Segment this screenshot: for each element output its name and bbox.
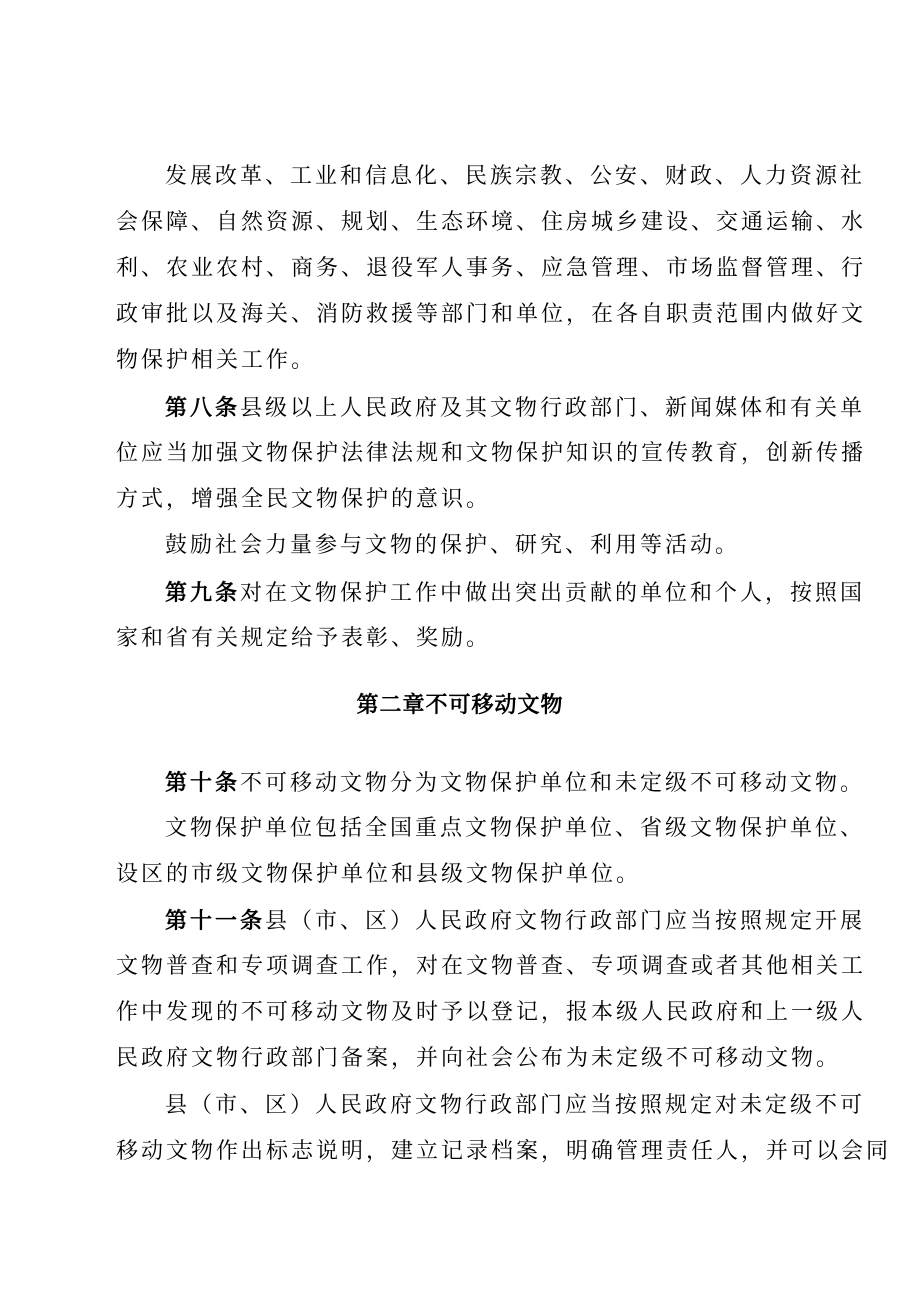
text-span: 文物保护单位包括全国重点文物保护单位、省级文物保护单位、 <box>165 816 866 841</box>
text-line <box>116 208 867 238</box>
text-line <box>116 300 867 330</box>
text-span: 方式，增强全民文物保护的意识。 <box>116 487 492 512</box>
text-line <box>116 485 812 515</box>
article-label: 第九条 <box>165 580 241 606</box>
text-span: 鼓励社会力量参与文物的保护、研究、利用等活动。 <box>165 533 741 558</box>
text-span: 对在文物保护工作中做出突出贡献的单位和个人，按照国 <box>240 581 866 606</box>
text-line <box>116 1137 892 1167</box>
article-9-line <box>165 578 866 609</box>
text-span: 物保护相关工作。 <box>116 348 317 373</box>
text-line <box>116 346 812 376</box>
text-span: 县（市、区）人民政府文物行政部门应当按照规定对未定级不可 <box>165 1093 866 1118</box>
text-span: 政审批以及海关、消防救援等部门和单位，在各自职责范围内做好文 <box>116 302 867 327</box>
text-line <box>116 1044 842 1074</box>
article-label: 第十一条 <box>165 908 266 934</box>
text-span: 发展改革、工业和信息化、民族宗教、公安、财政、人力资源社 <box>165 164 866 189</box>
text-span: 移动文物作出标志说明，建立记录档案，明确管理责任人，并可以会同 <box>116 1139 892 1164</box>
text-span: 民政府文物行政部门备案，并向社会公布为未定级不可移动文物。 <box>116 1046 842 1071</box>
article-8-line <box>165 393 866 424</box>
chapter-heading: 第二章不可移动文物 <box>356 692 564 718</box>
text-line <box>165 531 812 561</box>
text-line <box>165 814 866 844</box>
text-span: 家和省有关规定给予表彰、奖励。 <box>116 626 492 651</box>
text-span: 位应当加强文物保护法律法规和文物保护知识的宣传教育，创新传播 <box>116 441 867 466</box>
text-line <box>116 952 867 982</box>
text-span: 县（市、区）人民政府文物行政部门应当按照规定开展 <box>265 909 866 934</box>
text-span: 利、农业农村、商务、退役军人事务、应急管理、市场监督管理、行 <box>116 256 867 281</box>
text-span: 县级以上人民政府及其文物行政部门、新闻媒体和有关单 <box>240 396 866 421</box>
article-label: 第十条 <box>165 770 241 796</box>
article-10-line <box>165 768 866 799</box>
text-span: 不可移动文物分为文物保护单位和未定级不可移动文物。 <box>240 771 866 796</box>
text-line <box>116 860 812 890</box>
article-11-line <box>165 906 866 937</box>
text-line <box>116 624 812 654</box>
text-line <box>116 439 867 469</box>
text-span: 作中发现的不可移动文物及时予以登记，报本级人民政府和上一级人 <box>116 1000 867 1025</box>
text-span: 文物普查和专项调查工作，对在文物普查、专项调查或者其他相关工 <box>116 954 867 979</box>
text-span: 设区的市级文物保护单位和县级文物保护单位。 <box>116 862 642 887</box>
text-span: 会保障、自然资源、规划、生态环境、住房城乡建设、交通运输、水 <box>116 210 867 235</box>
text-line <box>165 1091 866 1121</box>
article-label: 第八条 <box>165 395 241 421</box>
text-line <box>116 998 867 1028</box>
text-line <box>165 162 866 192</box>
text-line <box>116 254 867 284</box>
